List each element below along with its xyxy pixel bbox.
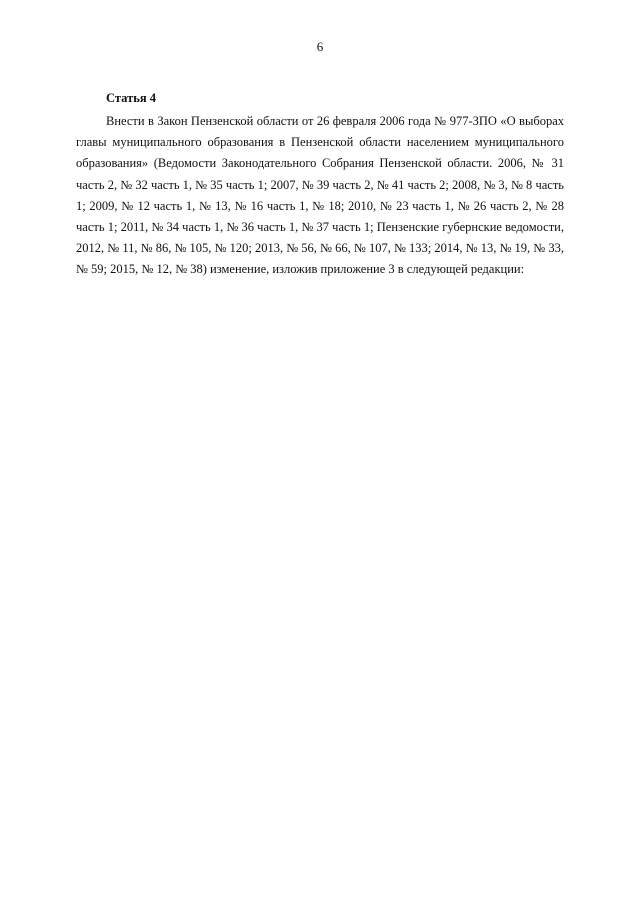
page-number: 6 [316, 39, 324, 54]
article-body-paragraph: Внести в Закон Пензенской области от 26 февраля 2006 года № 977-ЗПО «О выборах главы муниципального образования в Пензенской области населением муниципального образования» (Ведомости Законодательного Собрания Пензенской области. 2006, № 31 часть 2, № 32 часть 1, № 35 часть 1; 2007, № 39 часть 2, № 41 часть 2; 2008, № 3, № 8 часть 1; 2009, № 12 часть 1, № 13, № 16 часть 1, № 18; 2010, № 23 часть 1, № 26 часть 2, № 28 часть 1; 2011, № 34 часть 1, № 36 часть 1, № 37 часть 1; Пензенские губернские ведомости, 2012, № 11, № 86, № 105, № 120; 2013, № 56, № 66, № 107, № 133; 2014, № 13, № 19, № 33, № 59; 2015, № 12, № 38) изменение, изложив приложение 3 в следующей редакции: [76, 114, 564, 277]
article-heading: Статья 4 [106, 91, 156, 105]
